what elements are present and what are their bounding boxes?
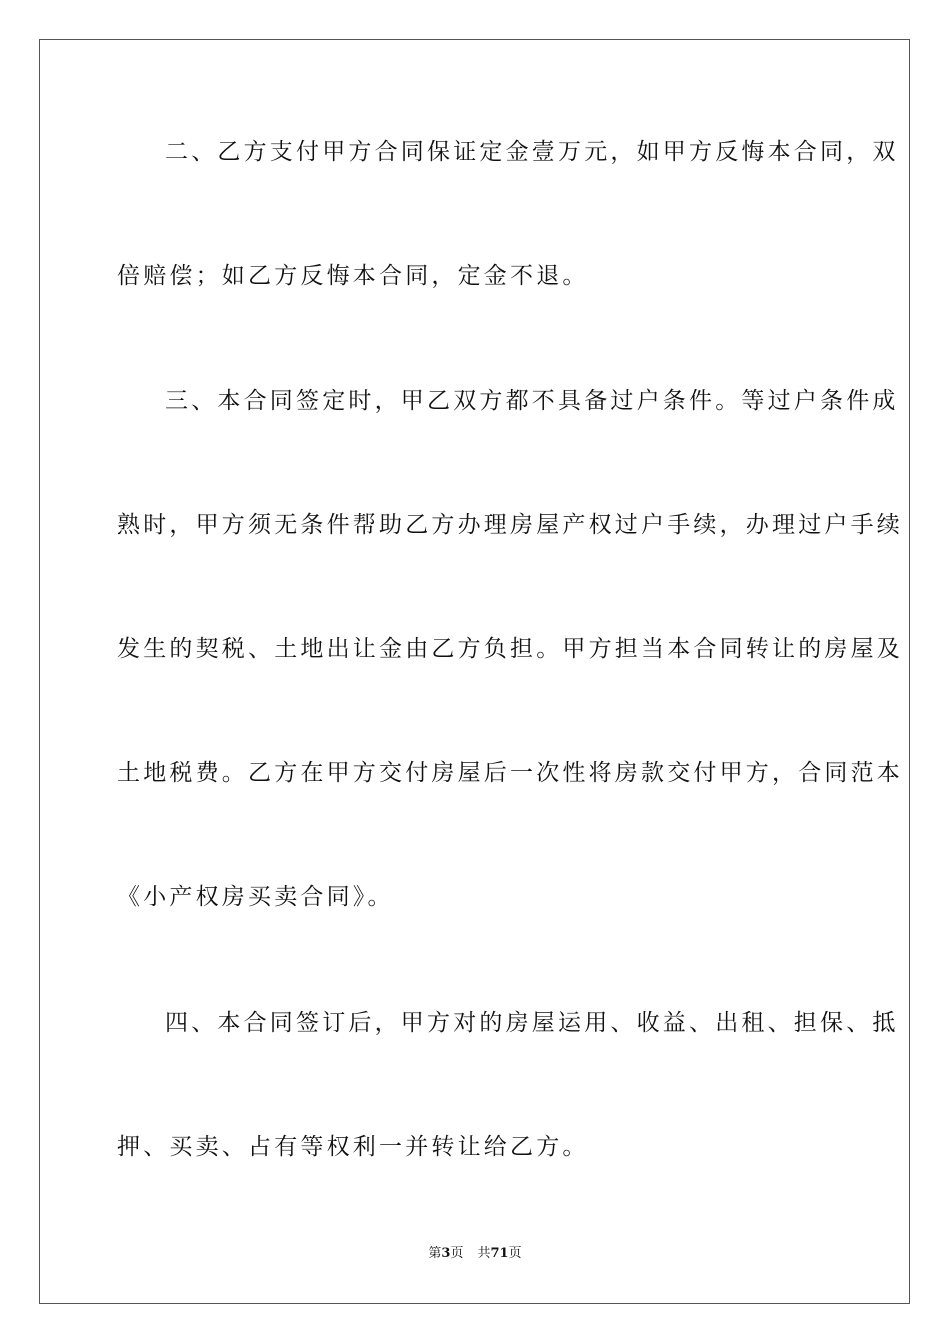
- clause-3-line-5: 《小产权房买卖合同》。: [117, 884, 394, 910]
- total-prefix: 共: [477, 1246, 491, 1261]
- clause-2-line-2: 倍赔偿；如乙方反悔本合同，定金不退。: [117, 263, 589, 289]
- clause-3-line-1: 三、本合同签定时，甲乙双方都不具备过户条件。等过户条件成: [165, 388, 899, 414]
- clause-3-line-4: 土地税费。乙方在甲方交付房屋后一次性将房款交付甲方，合同范本: [117, 760, 903, 786]
- clause-3-line-2: 熟时，甲方须无条件帮助乙方办理房屋产权过户手续，办理过户手续: [117, 512, 903, 538]
- clause-3-line-3: 发生的契税、土地出让金由乙方负担。甲方担当本合同转让的房屋及: [117, 636, 903, 662]
- page-frame: [39, 39, 910, 1304]
- clause-4-line-2: 押、买卖、占有等权利一并转让给乙方。: [117, 1134, 589, 1160]
- page-footer: [0, 1246, 950, 1262]
- page-number: 3: [441, 1246, 451, 1261]
- clause-4-line-1: 四、本合同签订后，甲方对的房屋运用、收益、出租、担保、抵: [165, 1010, 899, 1036]
- total-pages: 71: [490, 1246, 509, 1261]
- total-suffix: 页: [508, 1246, 522, 1261]
- clause-2-line-1: 二、乙方支付甲方合同保证定金壹万元，如甲方反悔本合同，双: [165, 139, 899, 165]
- page-prefix: 第: [428, 1246, 442, 1261]
- page-suffix: 页: [450, 1246, 464, 1261]
